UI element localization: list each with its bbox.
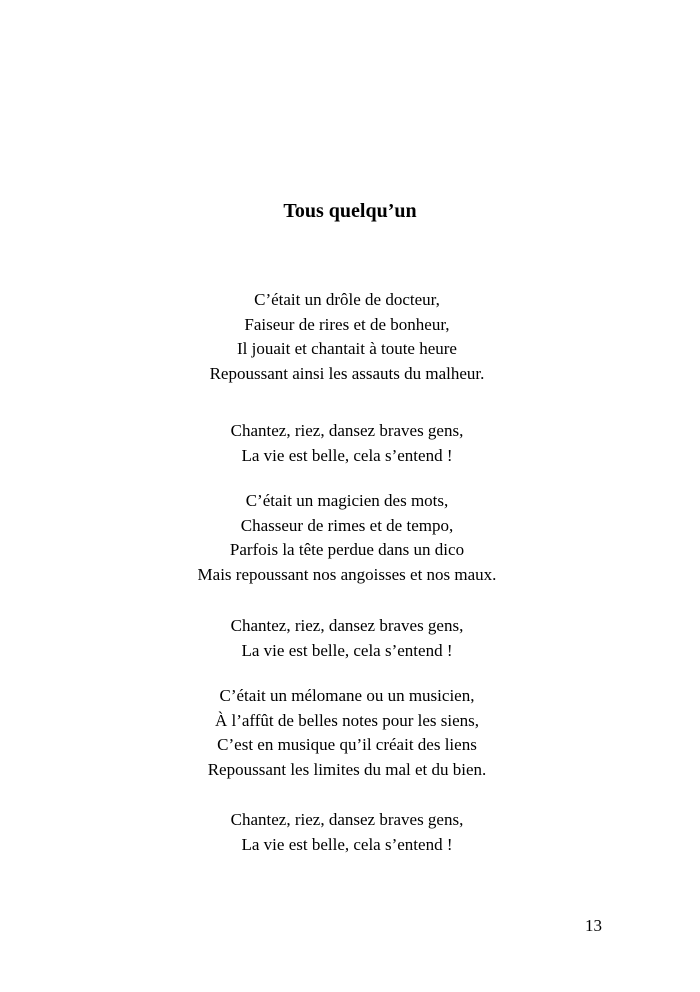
verse-line: Chasseur de rimes et de tempo, bbox=[240, 515, 454, 535]
refrain-3 bbox=[0, 808, 694, 857]
verse-line: Parfois la tête perdue dans un dico bbox=[229, 540, 465, 560]
verse-line: Faiseur de rires et de bonheur, bbox=[244, 314, 450, 334]
verse-line: C’était un mélomane ou un musicien, bbox=[219, 686, 475, 705]
verse-line: Mais repoussant nos angoisses et nos maux. bbox=[197, 565, 497, 585]
verse-line: Repoussant les limites du mal et du bien. bbox=[207, 760, 487, 780]
verse-line: Il jouait et chantait à toute heure bbox=[237, 339, 457, 359]
verse-line: C’est en musique qu’il créait des liens bbox=[217, 735, 477, 755]
stanza-2 bbox=[0, 489, 694, 588]
poem-title: Tous quelqu’un bbox=[283, 200, 417, 222]
verse-line: À l’affût de belles notes pour les siens, bbox=[214, 710, 480, 730]
verse-line: La vie est belle, cela s’entend ! bbox=[241, 640, 453, 660]
verse-line: Chantez, riez, dansez braves gens, bbox=[230, 616, 464, 635]
verse-line: Chantez, riez, dansez braves gens, bbox=[230, 421, 464, 440]
page-number: 13 bbox=[585, 916, 602, 935]
verse-line: La vie est belle, cela s’entend ! bbox=[241, 834, 453, 854]
verse-line: Repoussant ainsi les assauts du malheur. bbox=[209, 364, 485, 384]
verse-line: La vie est belle, cela s’entend ! bbox=[241, 445, 453, 465]
refrain-1 bbox=[0, 419, 694, 468]
stanza-3 bbox=[0, 684, 694, 783]
refrain-2 bbox=[0, 614, 694, 663]
stanza-1 bbox=[0, 288, 694, 387]
verse-line: C’était un drôle de docteur, bbox=[254, 290, 440, 309]
verse-line: C’était un magicien des mots, bbox=[245, 491, 449, 510]
verse-line: Chantez, riez, dansez braves gens, bbox=[230, 810, 464, 829]
